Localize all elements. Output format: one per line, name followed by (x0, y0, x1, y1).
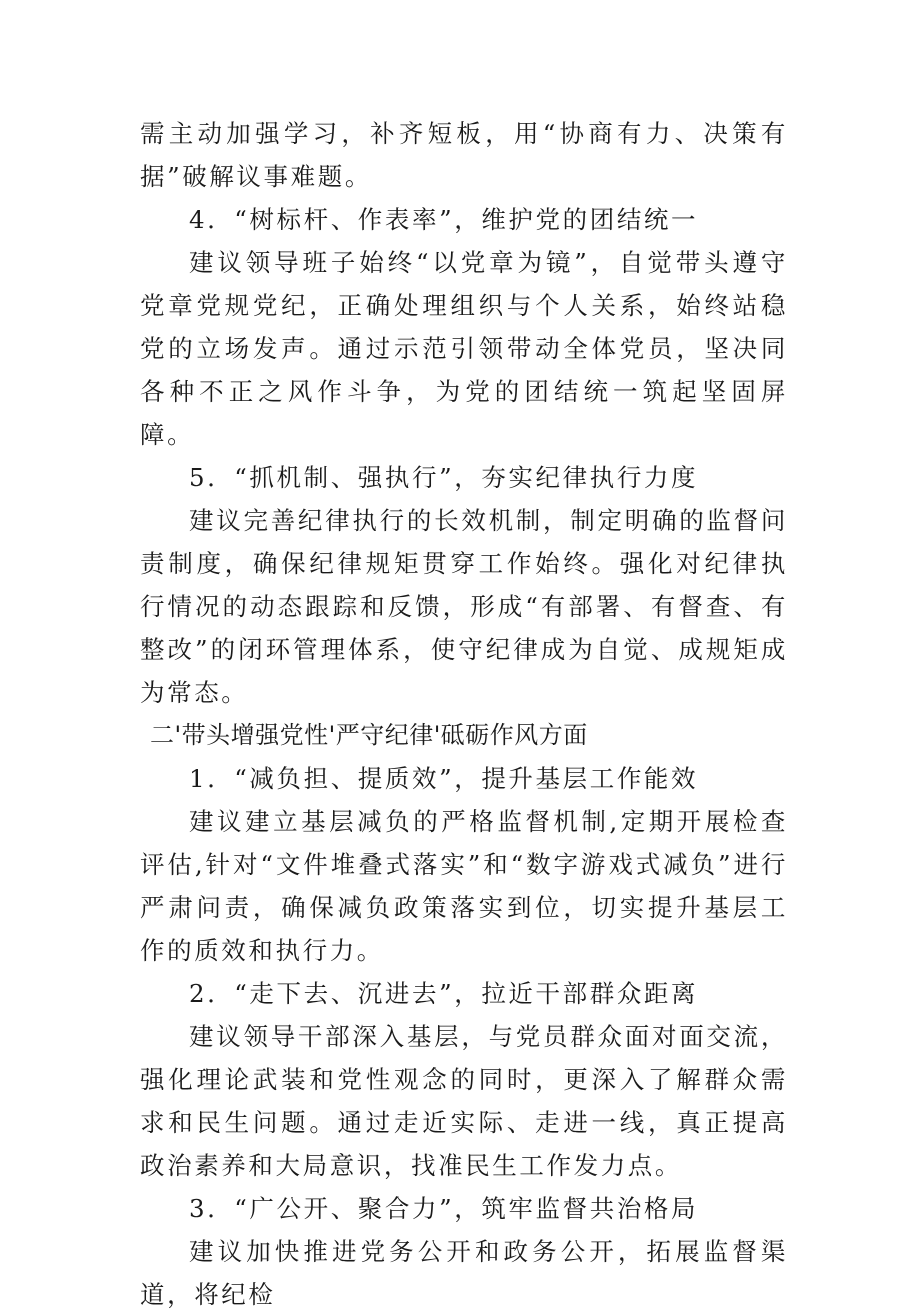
subheading-4: 4．“树标杆、作表率”，维护党的团结统一 (189, 205, 699, 234)
continuation-paragraph: 需主动加强学习，补齐短板，用“协商有力、决策有据”破解议事难题。 (140, 119, 788, 191)
paragraph-openness: 建议加快推进党务公开和政务公开，拓展监督渠道，将纪检 (140, 1237, 788, 1309)
subheading-5: 5．“抓机制、强执行”，夯实纪律执行力度 (189, 463, 699, 492)
subheading-2: 2．“走下去、沉进去”，拉近干部群众距离 (189, 979, 699, 1008)
section-heading-2: 二'带头增强党性'严守纪律'砥砺作风方面 (150, 721, 588, 749)
paragraph-go-grassroots: 建议领导干部深入基层，与党员群众面对面交流，强化理论武装和党性观念的同时，更深入了解群众需求和民生问题。通过走近实际、走进一线，真正提高政治素养和大局意识，找准民生工作发力点。 (140, 1022, 788, 1180)
paragraph-discipline: 建议完善纪律执行的长效机制，制定明确的监督问责制度，确保纪律规矩贯穿工作始终。强化对纪律执行情况的动态跟踪和反馈，形成“有部署、有督查、有整改”的闭环管理体系，使守纪律成为自觉、成规矩成为常态。 (140, 506, 788, 707)
subheading-1: 1．“减负担、提质效”，提升基层工作能效 (189, 764, 699, 793)
document-body (140, 112, 788, 1316)
paragraph-unity: 建议领导班子始终“以党章为镜”，自觉带头遵守党章党规党纪，正确处理组织与个人关系，始终站稳党的立场发声。通过示范引领带动全体党员，坚决同各种不正之风作斗争，为党的团结统一筑起坚固屏障。 (140, 248, 788, 449)
paragraph-reduce-burden: 建议建立基层减负的严格监督机制,定期开展检查评估,针对“文件堆叠式落实”和“数字游戏式减负”进行严肃问责，确保减负政策落实到位，切实提升基层工作的质效和执行力。 (140, 807, 788, 965)
subheading-3: 3．“广公开、聚合力”，筑牢监督共治格局 (189, 1194, 699, 1223)
